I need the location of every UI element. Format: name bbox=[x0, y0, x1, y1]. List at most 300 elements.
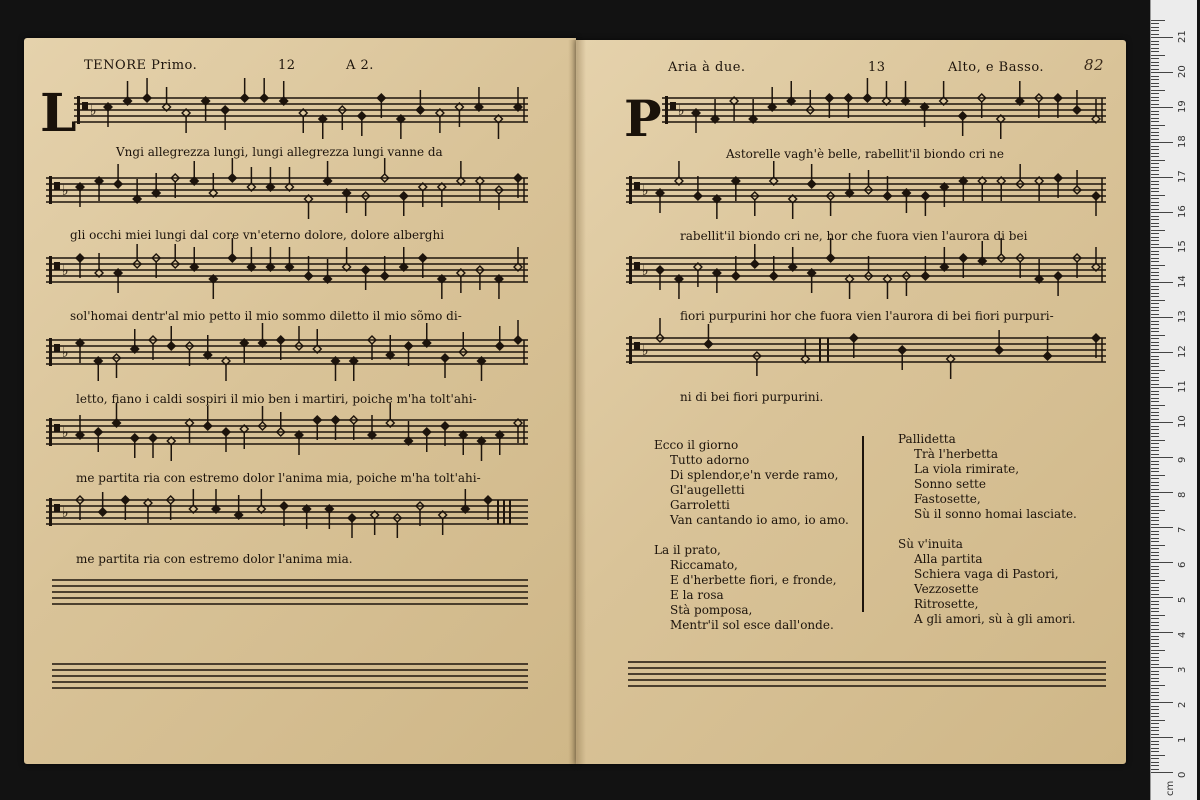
ruler-tick bbox=[1151, 198, 1159, 199]
poem-left-line: Di splendor,e'n verde ramo, bbox=[670, 468, 839, 482]
ruler-tick bbox=[1151, 639, 1159, 640]
ruler-tick bbox=[1151, 205, 1159, 206]
music-note-head bbox=[277, 336, 285, 344]
ruler-tick bbox=[1151, 496, 1159, 497]
ruler-label: 16 bbox=[1177, 205, 1188, 218]
ruler-tick bbox=[1151, 569, 1159, 570]
ruler-label: 6 bbox=[1177, 561, 1188, 568]
ruler-label: 8 bbox=[1177, 491, 1188, 498]
ruler-tick bbox=[1151, 650, 1165, 651]
ruler-tick bbox=[1151, 587, 1159, 588]
right-lyric-line-4: ni di bei fiori purpurini. bbox=[680, 390, 824, 404]
ruler-tick bbox=[1151, 58, 1159, 59]
ruler-tick bbox=[1151, 142, 1173, 143]
clef-mark bbox=[49, 498, 52, 526]
poem-left-line: E la rosa bbox=[670, 588, 724, 602]
ruler-tick bbox=[1151, 412, 1159, 413]
ruler-tick bbox=[1151, 492, 1173, 493]
clef-mark bbox=[634, 342, 640, 350]
ruler-tick bbox=[1151, 436, 1159, 437]
ruler-tick bbox=[1151, 534, 1159, 535]
ruler-tick bbox=[1151, 475, 1165, 476]
ruler-tick bbox=[1151, 741, 1159, 742]
right-page-number: 13 bbox=[868, 60, 886, 75]
ruler-tick bbox=[1151, 692, 1159, 693]
flat-sign: ♭ bbox=[62, 263, 69, 279]
music-note-head bbox=[400, 192, 408, 200]
clef-mark bbox=[49, 338, 52, 366]
ruler-label: 1 bbox=[1177, 736, 1188, 743]
ruler-tick bbox=[1151, 177, 1173, 178]
music-note-head bbox=[1044, 352, 1052, 360]
ruler-tick bbox=[1151, 377, 1159, 378]
poem-right-line: Schiera vaga di Pastori, bbox=[914, 567, 1059, 581]
music-note-head bbox=[313, 416, 321, 424]
ruler-tick bbox=[1151, 548, 1159, 549]
music-note-head bbox=[656, 266, 664, 274]
ruler-tick bbox=[1151, 244, 1159, 245]
ruler-tick bbox=[1151, 443, 1159, 444]
ruler-tick bbox=[1151, 611, 1159, 612]
ruler-tick bbox=[1151, 359, 1159, 360]
ruler-tick bbox=[1151, 622, 1159, 623]
ruler-tick bbox=[1151, 538, 1159, 539]
ruler-tick bbox=[1151, 751, 1159, 752]
ruler-tick bbox=[1151, 135, 1159, 136]
handwritten-folio-number: 82 bbox=[1084, 56, 1105, 74]
ruler-tick bbox=[1151, 268, 1159, 269]
ruler-tick bbox=[1151, 286, 1159, 287]
ruler-tick bbox=[1151, 258, 1159, 259]
right-lyric-line-1: Astorelle vagh'è belle, rabellit'il biondo cri ne bbox=[726, 147, 1004, 161]
music-note-head bbox=[827, 254, 835, 262]
ruler-tick bbox=[1151, 748, 1159, 749]
ruler-tick bbox=[1151, 121, 1159, 122]
right-header-title: Aria à due. bbox=[668, 60, 746, 75]
ruler-tick bbox=[1151, 419, 1159, 420]
ruler-tick bbox=[1151, 100, 1159, 101]
ruler-tick bbox=[1151, 111, 1159, 112]
ruler-tick bbox=[1151, 132, 1159, 133]
ruler-tick bbox=[1151, 405, 1165, 406]
ruler-tick bbox=[1151, 345, 1159, 346]
ruler-tick bbox=[1151, 730, 1159, 731]
poem-left-line: Van cantando io amo, io amo. bbox=[670, 513, 849, 527]
clef-mark bbox=[54, 504, 60, 512]
ruler-tick bbox=[1151, 79, 1159, 80]
music-note-head bbox=[362, 266, 370, 274]
ruler-tick bbox=[1151, 338, 1159, 339]
ruler-label: 21 bbox=[1177, 30, 1188, 43]
music-note-head bbox=[1092, 334, 1100, 342]
ruler-tick bbox=[1151, 450, 1159, 451]
ruler-tick bbox=[1151, 758, 1159, 759]
poem-right-line: Sonno sette bbox=[914, 477, 986, 491]
ruler-tick bbox=[1151, 237, 1159, 238]
clef-mark bbox=[49, 418, 52, 446]
ruler-tick bbox=[1151, 685, 1165, 686]
music-note-head bbox=[99, 508, 107, 516]
right-initial-letter: P bbox=[624, 89, 662, 148]
left-lyric-line-4: letto, fiano i caldi sospiri il mio ben i martiri, poiche m'ha tolt'ahi- bbox=[76, 392, 477, 406]
left-lyric-line-6: me partita ria con estremo dolor l'anima mia. bbox=[76, 552, 353, 566]
ruler-tick bbox=[1151, 44, 1159, 45]
ruler-tick bbox=[1151, 118, 1159, 119]
ruler-tick bbox=[1151, 415, 1159, 416]
music-note-head bbox=[348, 514, 356, 522]
ruler-tick bbox=[1151, 489, 1159, 490]
ruler-tick bbox=[1151, 671, 1159, 672]
music-note-head bbox=[241, 94, 249, 102]
ruler-tick bbox=[1151, 674, 1159, 675]
ruler-label: 4 bbox=[1177, 631, 1188, 638]
poem-right-line: Vezzosette bbox=[914, 582, 979, 596]
left-lyric-line-3: sol'homai dentr'al mio petto il mio sommo diletto il mio sõmo di- bbox=[70, 309, 462, 323]
ruler-tick bbox=[1151, 184, 1159, 185]
ruler-label: 19 bbox=[1177, 100, 1188, 113]
ruler-tick bbox=[1151, 723, 1159, 724]
music-note-head bbox=[377, 94, 385, 102]
music-note-head bbox=[863, 94, 871, 102]
ruler-tick bbox=[1151, 506, 1159, 507]
ruler-tick bbox=[1151, 163, 1159, 164]
music-note-head bbox=[441, 422, 449, 430]
clef-mark bbox=[49, 256, 52, 284]
ruler-tick bbox=[1151, 149, 1159, 150]
ruler-tick bbox=[1151, 401, 1159, 402]
ruler-label: 15 bbox=[1177, 240, 1188, 253]
poem-left-line: Riccamato, bbox=[670, 558, 738, 572]
poem-left-line: Tutto adorno bbox=[670, 453, 750, 467]
right-lyric-line-2: rabellit'il biondo cri ne, hor che fuora vien l'aurora di bei bbox=[680, 229, 1028, 243]
music-note-head bbox=[808, 180, 816, 188]
ruler-tick bbox=[1151, 314, 1159, 315]
music-note-head bbox=[416, 106, 424, 114]
music-note-head bbox=[770, 272, 778, 280]
music-note-head bbox=[704, 340, 712, 348]
ruler-tick bbox=[1151, 709, 1159, 710]
ruler-tick bbox=[1151, 90, 1165, 91]
ruler-tick bbox=[1151, 727, 1159, 728]
ruler-tick bbox=[1151, 170, 1159, 171]
ruler-tick bbox=[1151, 30, 1159, 31]
ruler-tick bbox=[1151, 282, 1173, 283]
ruler-tick bbox=[1151, 289, 1159, 290]
ruler-tick bbox=[1151, 562, 1173, 563]
ruler-tick bbox=[1151, 27, 1159, 28]
ruler-tick bbox=[1151, 317, 1173, 318]
poem-right-line: Pallidetta bbox=[898, 432, 956, 446]
left-lyric-line-1: Vngi allegrezza lungi, lungi allegrezza lungi vanne da bbox=[116, 145, 443, 159]
ruler-tick bbox=[1151, 328, 1159, 329]
ruler-tick bbox=[1151, 265, 1165, 266]
music-note-head bbox=[1073, 106, 1081, 114]
music-note-head bbox=[305, 272, 313, 280]
music-note-head bbox=[1054, 174, 1062, 182]
ruler-label: 17 bbox=[1177, 170, 1188, 183]
clef-mark bbox=[629, 336, 632, 364]
poem-left-line: Mentr'il sol esce dall'onde. bbox=[670, 618, 834, 632]
ruler-tick bbox=[1151, 744, 1159, 745]
music-note-head bbox=[732, 272, 740, 280]
ruler-tick bbox=[1151, 349, 1159, 350]
poem-right-line: Alla partita bbox=[914, 552, 983, 566]
flat-sign: ♭ bbox=[642, 183, 649, 199]
ruler-tick bbox=[1151, 573, 1159, 574]
music-note-head bbox=[121, 496, 129, 504]
ruler-tick bbox=[1151, 275, 1159, 276]
music-note-head bbox=[995, 346, 1003, 354]
music-note-head bbox=[898, 346, 906, 354]
ruler-tick bbox=[1151, 34, 1159, 35]
ruler-tick bbox=[1151, 104, 1159, 105]
clef-mark bbox=[54, 262, 60, 270]
ruler-tick bbox=[1151, 394, 1159, 395]
ruler-tick bbox=[1151, 720, 1165, 721]
flat-sign: ♭ bbox=[678, 103, 685, 119]
ruler-tick bbox=[1151, 363, 1159, 364]
ruler-tick bbox=[1151, 223, 1159, 224]
ruler-label: 18 bbox=[1177, 135, 1188, 148]
ruler-tick bbox=[1151, 618, 1159, 619]
music-note-head bbox=[405, 342, 413, 350]
ruler-tick bbox=[1151, 331, 1159, 332]
ruler-tick bbox=[1151, 20, 1165, 21]
ruler-label: 13 bbox=[1177, 310, 1188, 323]
ruler-tick bbox=[1151, 254, 1159, 255]
flat-sign: ♭ bbox=[62, 345, 69, 361]
ruler-tick bbox=[1151, 664, 1159, 665]
ruler-tick bbox=[1151, 468, 1159, 469]
ruler-tick bbox=[1151, 524, 1159, 525]
music-note-head bbox=[844, 94, 852, 102]
ruler-tick bbox=[1151, 601, 1159, 602]
flat-sign: ♭ bbox=[62, 425, 69, 441]
ruler-label: 7 bbox=[1177, 526, 1188, 533]
ruler-tick bbox=[1151, 209, 1159, 210]
ruler-tick bbox=[1151, 219, 1159, 220]
ruler-tick bbox=[1151, 240, 1159, 241]
ruler-tick bbox=[1151, 632, 1173, 633]
ruler-tick bbox=[1151, 657, 1159, 658]
ruler-tick bbox=[1151, 643, 1159, 644]
ruler-tick bbox=[1151, 107, 1173, 108]
ruler-tick bbox=[1151, 160, 1165, 161]
poem-right-line: Ritrosette, bbox=[914, 597, 979, 611]
ruler-tick bbox=[1151, 83, 1159, 84]
ruler-tick bbox=[1151, 580, 1165, 581]
music-note-head bbox=[76, 254, 84, 262]
music-note-head bbox=[850, 334, 858, 342]
clef-mark bbox=[634, 262, 640, 270]
flat-sign: ♭ bbox=[62, 183, 69, 199]
poem-left-line: Garroletti bbox=[670, 498, 730, 512]
music-note-head bbox=[222, 428, 230, 436]
poem-right-line: Sù il sonno homai lasciate. bbox=[914, 507, 1077, 521]
ruler-tick bbox=[1151, 429, 1159, 430]
ruler-tick bbox=[1151, 356, 1159, 357]
ruler-tick bbox=[1151, 583, 1159, 584]
ruler-tick bbox=[1151, 247, 1173, 248]
ruler-tick bbox=[1151, 422, 1173, 423]
ruler-label: 11 bbox=[1177, 380, 1188, 393]
clef-mark bbox=[82, 102, 88, 110]
ruler-label: 2 bbox=[1177, 701, 1188, 708]
music-note-head bbox=[959, 254, 967, 262]
ruler-tick bbox=[1151, 251, 1159, 252]
ruler-tick bbox=[1151, 597, 1173, 598]
music-note-head bbox=[358, 112, 366, 120]
music-note-head bbox=[204, 422, 212, 430]
ruler-tick bbox=[1151, 678, 1159, 679]
ruler-tick bbox=[1151, 681, 1159, 682]
ruler-tick bbox=[1151, 461, 1159, 462]
ruler-tick bbox=[1151, 440, 1165, 441]
ruler-tick bbox=[1151, 352, 1173, 353]
ruler-tick bbox=[1151, 303, 1159, 304]
ruler-tick bbox=[1151, 41, 1159, 42]
poem-left-line: Stà pomposa, bbox=[670, 603, 753, 617]
ruler-tick bbox=[1151, 181, 1159, 182]
ruler-tick bbox=[1151, 307, 1159, 308]
ruler-tick bbox=[1151, 464, 1159, 465]
music-note-head bbox=[883, 192, 891, 200]
ruler-tick bbox=[1151, 615, 1165, 616]
ruler-tick bbox=[1151, 646, 1159, 647]
ruler-tick bbox=[1151, 702, 1173, 703]
ruler-tick bbox=[1151, 293, 1159, 294]
ruler-tick bbox=[1151, 261, 1159, 262]
flat-sign: ♭ bbox=[642, 343, 649, 359]
ruler-tick bbox=[1151, 195, 1165, 196]
left-lyric-line-5: me partita ria con estremo dolor l'anima mia, poiche m'ha tolt'ahi- bbox=[76, 471, 481, 485]
ruler-tick bbox=[1151, 191, 1159, 192]
ruler-tick bbox=[1151, 373, 1159, 374]
ruler-tick bbox=[1151, 139, 1159, 140]
measuring-ruler bbox=[1150, 0, 1197, 800]
ruler-tick bbox=[1151, 499, 1159, 500]
clef-mark bbox=[665, 96, 668, 124]
ruler-tick bbox=[1151, 300, 1165, 301]
music-note-head bbox=[167, 342, 175, 350]
ruler-tick bbox=[1151, 212, 1173, 213]
ruler-tick bbox=[1151, 335, 1165, 336]
flat-sign: ♭ bbox=[90, 103, 97, 119]
music-note-head bbox=[441, 354, 449, 362]
ruler-tick bbox=[1151, 55, 1165, 56]
ruler-tick bbox=[1151, 366, 1159, 367]
ruler-tick bbox=[1151, 310, 1159, 311]
ruler-tick bbox=[1151, 188, 1159, 189]
music-note-head bbox=[825, 94, 833, 102]
ruler-tick bbox=[1151, 296, 1159, 297]
ruler-tick bbox=[1151, 433, 1159, 434]
ruler-tick bbox=[1151, 167, 1159, 168]
ruler-tick bbox=[1151, 737, 1173, 738]
ruler-tick bbox=[1151, 114, 1159, 115]
left-header-voices: A 2. bbox=[346, 58, 374, 73]
ruler-tick bbox=[1151, 37, 1173, 38]
ruler-tick bbox=[1151, 510, 1165, 511]
music-note-head bbox=[921, 272, 929, 280]
ruler-tick bbox=[1151, 545, 1165, 546]
poem-right-line: Sù v'inuita bbox=[898, 537, 963, 551]
ruler-tick bbox=[1151, 772, 1173, 773]
ruler-tick bbox=[1151, 48, 1159, 49]
ruler-unit-label: cm bbox=[1165, 780, 1176, 796]
poem-left-line: Ecco il giorno bbox=[654, 438, 739, 452]
right-lyric-line-3: fiori purpurini hor che fuora vien l'aurora di bei fiori purpuri- bbox=[680, 309, 1054, 323]
ruler-tick bbox=[1151, 576, 1159, 577]
ruler-tick bbox=[1151, 604, 1159, 605]
ruler-tick bbox=[1151, 72, 1173, 73]
music-note-head bbox=[959, 112, 967, 120]
ruler-tick bbox=[1151, 202, 1159, 203]
music-note-head bbox=[1054, 94, 1062, 102]
clef-mark bbox=[49, 176, 52, 204]
ruler-label: 0 bbox=[1177, 771, 1188, 778]
ruler-tick bbox=[1151, 765, 1159, 766]
clef-mark bbox=[54, 344, 60, 352]
music-note-head bbox=[381, 272, 389, 280]
ruler-tick bbox=[1151, 503, 1159, 504]
music-note-head bbox=[149, 434, 157, 442]
clef-mark bbox=[77, 96, 80, 124]
ruler-tick bbox=[1151, 552, 1159, 553]
ruler-tick bbox=[1151, 65, 1159, 66]
music-note-head bbox=[114, 180, 122, 188]
ruler-tick bbox=[1151, 755, 1165, 756]
ruler-tick bbox=[1151, 342, 1159, 343]
clef-mark bbox=[54, 424, 60, 432]
left-page-number: 12 bbox=[278, 58, 296, 73]
ruler-tick bbox=[1151, 86, 1159, 87]
music-note-head bbox=[751, 260, 759, 268]
music-note-head bbox=[921, 192, 929, 200]
music-note-head bbox=[694, 192, 702, 200]
ruler-tick bbox=[1151, 590, 1159, 591]
ruler-tick bbox=[1151, 321, 1159, 322]
music-note-head bbox=[419, 254, 427, 262]
music-note-head bbox=[332, 416, 340, 424]
poem-left-line: La il prato, bbox=[654, 543, 721, 557]
ruler-tick bbox=[1151, 716, 1159, 717]
poem-left-line: Gl'augelletti bbox=[670, 483, 745, 497]
ruler-tick bbox=[1151, 62, 1159, 63]
ruler-tick bbox=[1151, 125, 1165, 126]
ruler-tick bbox=[1151, 636, 1159, 637]
ruler-tick bbox=[1151, 391, 1159, 392]
ruler-tick bbox=[1151, 699, 1159, 700]
ruler-tick bbox=[1151, 128, 1159, 129]
ruler-tick bbox=[1151, 93, 1159, 94]
ruler-tick bbox=[1151, 629, 1159, 630]
music-note-head bbox=[1092, 192, 1100, 200]
ruler-label: 20 bbox=[1177, 65, 1188, 78]
ruler-tick bbox=[1151, 769, 1159, 770]
ruler-tick bbox=[1151, 653, 1159, 654]
music-note-head bbox=[514, 174, 522, 182]
music-note-head bbox=[143, 94, 151, 102]
ruler-tick bbox=[1151, 387, 1173, 388]
music-note-head bbox=[280, 502, 288, 510]
ruler-tick bbox=[1151, 457, 1173, 458]
music-note-head bbox=[484, 496, 492, 504]
ruler-tick bbox=[1151, 688, 1159, 689]
ruler-tick bbox=[1151, 146, 1159, 147]
flat-sign: ♭ bbox=[62, 505, 69, 521]
ruler-tick bbox=[1151, 559, 1159, 560]
